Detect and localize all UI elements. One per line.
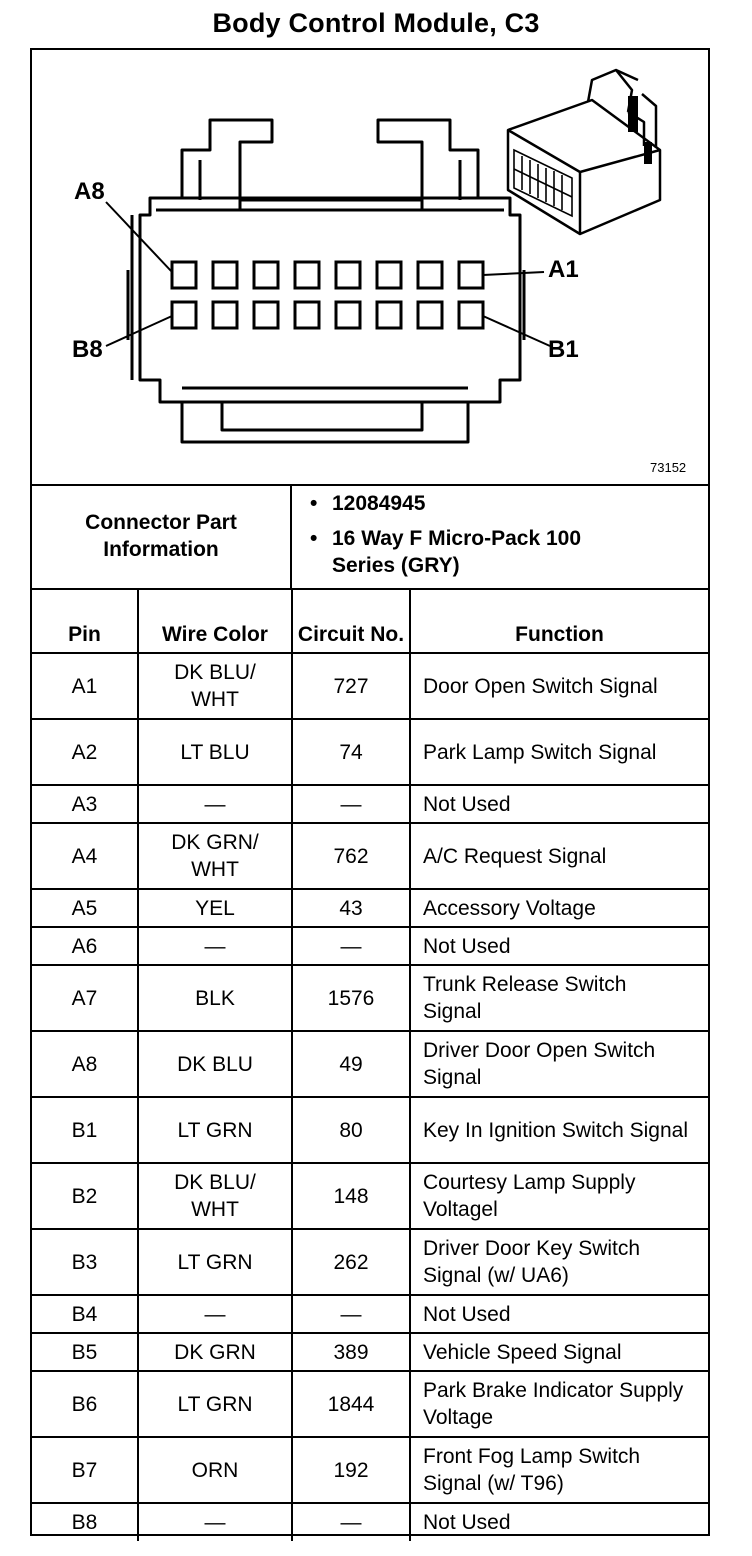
pin-label-a1: A1 xyxy=(548,256,579,283)
circuit-cell: 262 xyxy=(292,1229,410,1295)
table-row xyxy=(32,823,708,889)
pin-label-b8: B8 xyxy=(72,336,103,363)
wire-color-cell: DK BLU/ WHT xyxy=(138,653,292,719)
function-cell: Not Used xyxy=(410,785,708,823)
function-cell: Front Fog Lamp Switch Signal (w/ T96) xyxy=(410,1437,708,1503)
connector-info-label: Connector Part Information xyxy=(32,484,292,588)
circuit-cell: — xyxy=(292,785,410,823)
function-cell: Accessory Voltage xyxy=(410,889,708,927)
table-row xyxy=(32,889,708,927)
wire-color-cell: BLK xyxy=(138,965,292,1031)
wire-color-cell: DK BLU xyxy=(138,1031,292,1097)
circuit-cell: 80 xyxy=(292,1097,410,1163)
connector-info-item: • 16 Way F Micro-Pack 100 Series (GRY) xyxy=(310,527,582,577)
pin-cell: B8 xyxy=(32,1503,138,1541)
pin-cell: B7 xyxy=(32,1437,138,1503)
connector-figure xyxy=(32,50,708,486)
wire-color-cell: LT GRN xyxy=(138,1097,292,1163)
pin-cell: B4 xyxy=(32,1295,138,1333)
pin-cell: A4 xyxy=(32,823,138,889)
function-cell: A/C Request Signal xyxy=(410,823,708,889)
table-header-row xyxy=(32,589,708,653)
circuit-cell: 148 xyxy=(292,1163,410,1229)
wire-color-cell: — xyxy=(138,785,292,823)
connector-info-item: • 12084945 xyxy=(310,492,426,515)
wire-color-cell: DK GRN/ WHT xyxy=(138,823,292,889)
pinout-table xyxy=(32,588,708,1541)
connector-info-values xyxy=(292,484,708,588)
page-title: Body Control Module, C3 xyxy=(212,8,540,38)
function-cell: Driver Door Open Switch Signal xyxy=(410,1031,708,1097)
table-row xyxy=(32,965,708,1031)
wire-color-cell: ORN xyxy=(138,1437,292,1503)
pin-cell: A2 xyxy=(32,719,138,785)
circuit-cell: — xyxy=(292,1503,410,1541)
figure-reference-number: 73152 xyxy=(650,460,687,475)
pin-cell: A6 xyxy=(32,927,138,965)
function-cell: Courtesy Lamp Supply Voltagel xyxy=(410,1163,708,1229)
pin-cell: B6 xyxy=(32,1371,138,1437)
table-row xyxy=(32,1333,708,1371)
header-wire-color: Wire Color xyxy=(138,589,292,653)
function-cell: Vehicle Speed Signal xyxy=(410,1333,708,1371)
wire-color-cell: LT GRN xyxy=(138,1371,292,1437)
table-row xyxy=(32,1163,708,1229)
table-row xyxy=(32,1031,708,1097)
table-row xyxy=(32,1295,708,1333)
circuit-cell: 74 xyxy=(292,719,410,785)
function-cell: Not Used xyxy=(410,1295,708,1333)
table-row xyxy=(32,1437,708,1503)
table-row xyxy=(32,785,708,823)
circuit-cell: 43 xyxy=(292,889,410,927)
function-cell: Key In Ignition Switch Signal xyxy=(410,1097,708,1163)
table-row xyxy=(32,927,708,965)
table-row xyxy=(32,1097,708,1163)
table-row xyxy=(32,1229,708,1295)
function-cell: Trunk Release Switch Signal xyxy=(410,965,708,1031)
pin-label-b1: B1 xyxy=(548,336,579,363)
wire-color-cell: LT GRN xyxy=(138,1229,292,1295)
pin-cell: A3 xyxy=(32,785,138,823)
wire-color-cell: DK BLU/ WHT xyxy=(138,1163,292,1229)
function-cell: Not Used xyxy=(410,1503,708,1541)
table-row xyxy=(32,719,708,785)
part-number: 12084945 xyxy=(332,492,426,515)
connector-face-drawing xyxy=(32,50,708,484)
circuit-cell: 762 xyxy=(292,823,410,889)
connector-part-info xyxy=(32,484,708,590)
pin-cell: B5 xyxy=(32,1333,138,1371)
pin-cell: A5 xyxy=(32,889,138,927)
wire-color-cell: — xyxy=(138,1295,292,1333)
function-cell: Not Used xyxy=(410,927,708,965)
connector-sheet xyxy=(30,48,710,1536)
wire-color-cell: DK GRN xyxy=(138,1333,292,1371)
wire-color-cell: LT BLU xyxy=(138,719,292,785)
circuit-cell: 389 xyxy=(292,1333,410,1371)
pin-cell: A1 xyxy=(32,653,138,719)
circuit-cell: 1576 xyxy=(292,965,410,1031)
table-row xyxy=(32,1503,708,1541)
wire-color-cell: — xyxy=(138,1503,292,1541)
pin-cell: B2 xyxy=(32,1163,138,1229)
function-cell: Door Open Switch Signal xyxy=(410,653,708,719)
table-row xyxy=(32,1371,708,1437)
table-row xyxy=(32,653,708,719)
function-cell: Driver Door Key Switch Signal (w/ UA6) xyxy=(410,1229,708,1295)
pin-label-a8: A8 xyxy=(74,178,105,205)
header-pin: Pin xyxy=(32,589,138,653)
function-cell: Park Brake Indicator Supply Voltage xyxy=(410,1371,708,1437)
pin-cell: B3 xyxy=(32,1229,138,1295)
header-function: Function xyxy=(410,589,708,653)
connector-description: 16 Way F Micro-Pack 100 Series (GRY) xyxy=(332,527,582,577)
pin-cell: A7 xyxy=(32,965,138,1031)
pin-cell: B1 xyxy=(32,1097,138,1163)
circuit-cell: — xyxy=(292,927,410,965)
circuit-cell: — xyxy=(292,1295,410,1333)
circuit-cell: 727 xyxy=(292,653,410,719)
header-circuit-no: Circuit No. xyxy=(292,589,410,653)
pin-cell: A8 xyxy=(32,1031,138,1097)
function-cell: Park Lamp Switch Signal xyxy=(410,719,708,785)
circuit-cell: 192 xyxy=(292,1437,410,1503)
wire-color-cell: — xyxy=(138,927,292,965)
wire-color-cell: YEL xyxy=(138,889,292,927)
circuit-cell: 49 xyxy=(292,1031,410,1097)
circuit-cell: 1844 xyxy=(292,1371,410,1437)
